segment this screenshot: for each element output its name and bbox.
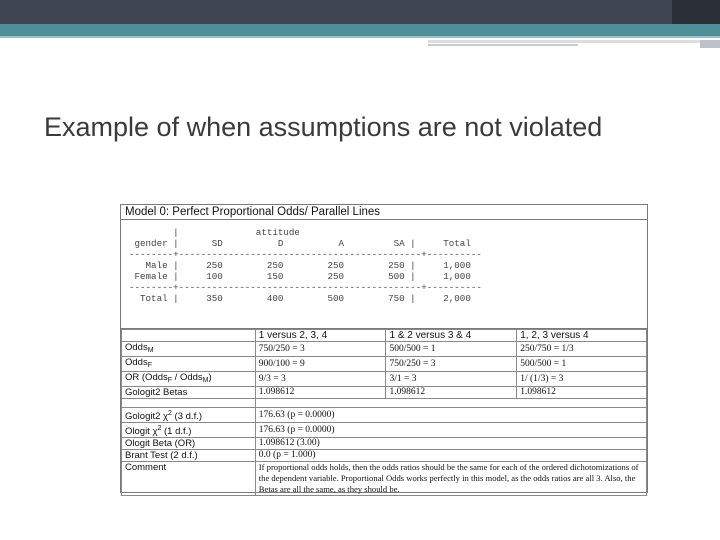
row-label: OR (Odds$_F$ / Odds$_M$): [122, 372, 256, 387]
table-cell: 1.098612: [386, 387, 517, 399]
statistics-figure: [120, 204, 648, 493]
table-cell: 500/500 = 1: [386, 342, 517, 357]
top-banner-bar: [0, 0, 720, 24]
table-cell: 1.098612: [517, 387, 647, 399]
decorative-stripe: [428, 40, 720, 43]
decorative-stripe: [428, 44, 578, 46]
comment-cell: If proportional odds holds, then the odds ratios should be the same for each of the ordered dichotomizations of the dependent variable. Proportional Odds works perfectly in this model, as the odds ratios are all 3. Also, the Betas are all the same, as they should be.: [255, 462, 646, 496]
table-cell: [122, 399, 256, 408]
table-row: [122, 462, 647, 496]
accent-bar: [0, 24, 720, 36]
crosstab-text: | attitude gender | SD D A SA | Total --------+--------------------------------------------+---------- Male | 250 250 250 250 | 1,000 Female | 100 150 250 500 | 1,000 --------+--------------------------------------------+---------- Total | 350 400 500 750 | 2,000: [129, 227, 482, 304]
model-title: Model 0: Perfect Proportional Odds/ Parallel Lines: [121, 205, 647, 220]
table-row: [122, 423, 647, 438]
row-label: Gologit2 $\chi^2$ (3 d.f.): [122, 408, 256, 423]
column-header: 1, 2, 3 versus 4: [517, 330, 647, 342]
column-header: 1 versus 2, 3, 4: [255, 330, 386, 342]
column-header: 1 & 2 versus 3 & 4: [386, 330, 517, 342]
table-cell: 176.63 (p = 0.0000): [255, 408, 646, 423]
top-banner-corner: [672, 0, 720, 24]
table-cell: 750/250 = 3: [386, 357, 517, 372]
decorative-stripe: [700, 40, 720, 48]
table-cell: [122, 330, 256, 342]
table-row: [122, 357, 647, 372]
table-cell: 500/500 = 1: [517, 357, 647, 372]
table-cell: 900/100 = 9: [255, 357, 386, 372]
table-cell: 0.0 (p = 1.000): [255, 450, 646, 462]
table-cell: 750/250 = 3: [255, 342, 386, 357]
row-label: Comment: [122, 462, 256, 496]
row-label: Brant Test (2 d.f.): [122, 450, 256, 462]
spacer-row: [122, 399, 647, 408]
table-header-row: [122, 330, 647, 342]
row-label: Gologit2 Betas: [122, 387, 256, 399]
slide-title: Example of when assumptions are not violated: [44, 112, 603, 142]
row-label: Odds$_F$: [122, 357, 256, 372]
row-label: Odds$_M$: [122, 342, 256, 357]
table-cell: 1.098612 (3.00): [255, 438, 646, 450]
crosstab-output: [121, 221, 647, 329]
table-cell: 1.098612: [255, 387, 386, 399]
table-cell: 3/1 = 3: [386, 372, 517, 387]
accent-bar-thin: [0, 36, 720, 38]
table-row: [122, 438, 647, 450]
table-row: [122, 342, 647, 357]
table-row: [122, 408, 647, 423]
table-row: [122, 372, 647, 387]
table-cell: 250/750 = 1/3: [517, 342, 647, 357]
odds-table: [121, 329, 647, 496]
table-cell: 176.63 (p = 0.0000): [255, 423, 646, 438]
table-row: [122, 387, 647, 399]
table-cell: [255, 399, 646, 408]
table-row: [122, 450, 647, 462]
table-cell: 1/ (1/3) = 3: [517, 372, 647, 387]
table-cell: 9/3 = 3: [255, 372, 386, 387]
row-label: Ologit Beta (OR): [122, 438, 256, 450]
row-label: Ologit $\chi^2$ (1 d.f.): [122, 423, 256, 438]
